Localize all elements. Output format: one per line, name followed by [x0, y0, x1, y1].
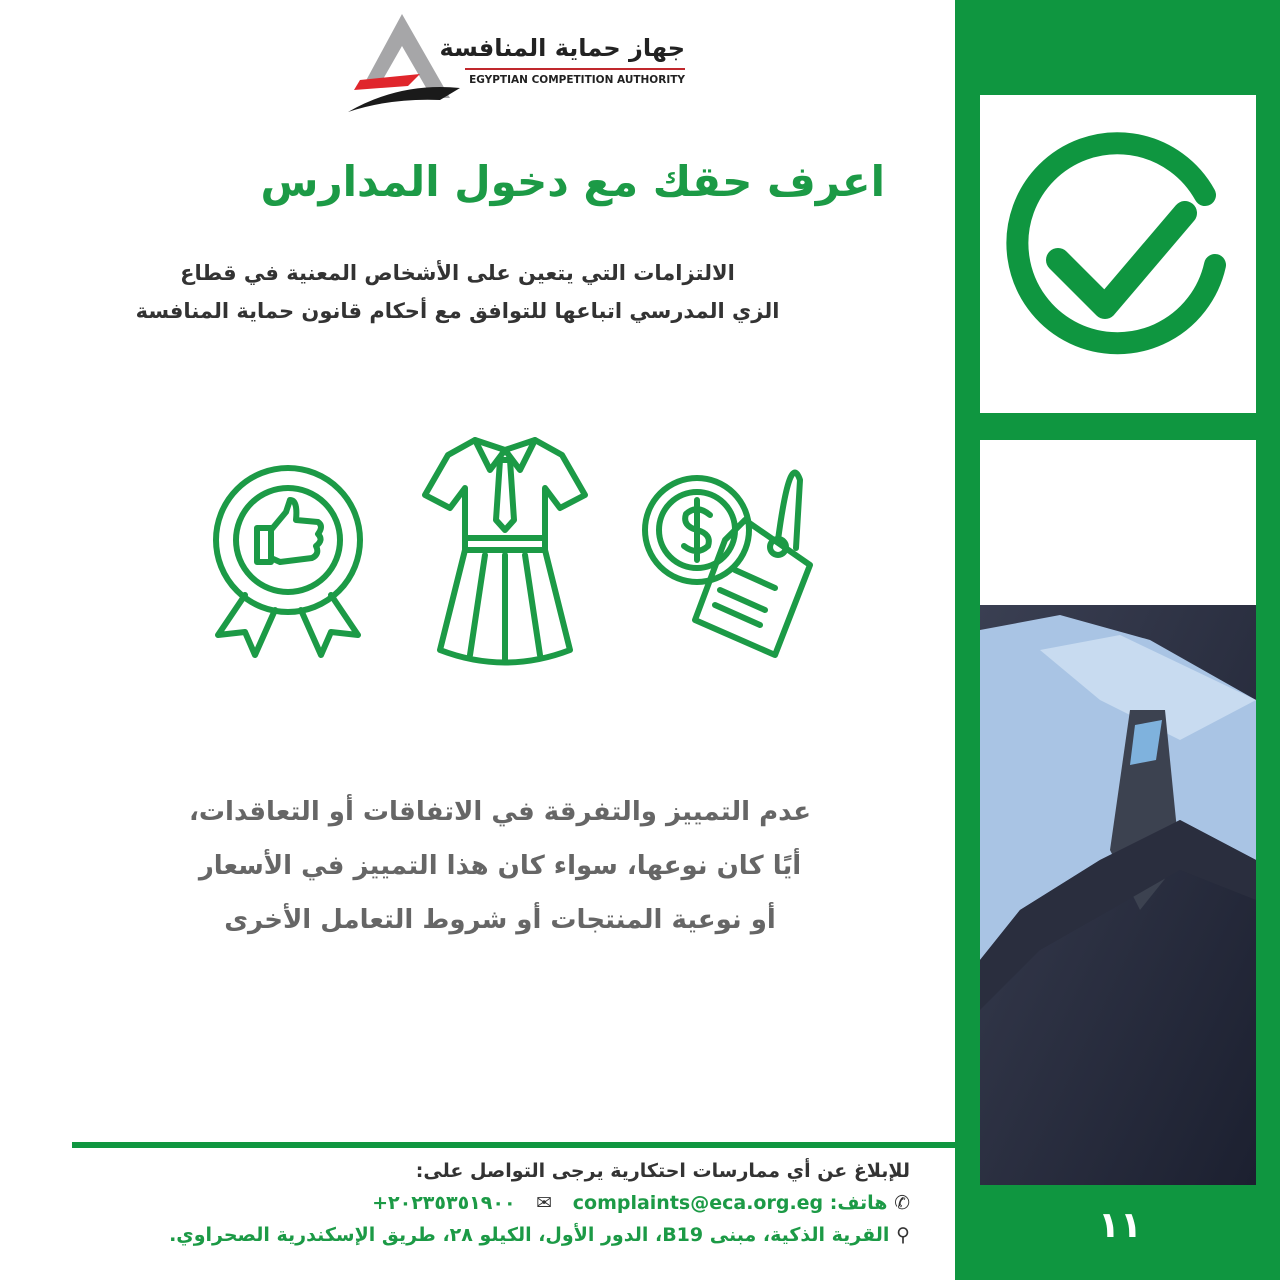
icon-row [200, 430, 840, 700]
school-uniform-photo [980, 440, 1256, 1185]
subtitle-line: الزي المدرسي اتباعها للتوافق مع أحكام قانون حماية المنافسة [135, 299, 780, 323]
footer-contact [40, 1190, 910, 1216]
logo-divider [465, 68, 685, 70]
address-text: القرية الذكية، مبنى B19، الدور الأول، الكيلو ٢٨، طريق الإسكندرية الصحراوي. [169, 1224, 890, 1246]
body-line: أيًا كان نوعها، سواء كان هذا التمييز في الأسعار [198, 851, 802, 881]
body-line: أو نوعية المنتجات أو شروط التعامل الأخرى [224, 905, 776, 935]
phone-icon: ✆ [894, 1192, 910, 1214]
location-pin-icon: ⚲ [896, 1224, 910, 1246]
logo-english-text: EGYPTIAN COMPETITION AUTHORITY [469, 74, 685, 86]
phone-label: هاتف: [829, 1192, 888, 1214]
page-title: اعرف حقك مع دخول المدارس [260, 157, 885, 206]
email-icon: ✉ [536, 1192, 553, 1214]
footer-divider [72, 1142, 955, 1148]
price-tag-dollar-icon [645, 473, 810, 656]
subtitle-line: الالتزامات التي يتعين على الأشخاص المعنية في قطاع [180, 261, 735, 285]
body-text [120, 785, 880, 947]
badge-thumbs-up-icon [216, 468, 360, 655]
footer-address [40, 1222, 910, 1248]
email-link[interactable]: complaints@eca.org.eg [572, 1192, 824, 1214]
phone-number[interactable]: +٢٠٢٣٥٣٥١٩٠٠ [372, 1192, 516, 1214]
footer [40, 1158, 910, 1248]
school-uniform-dress-icon [425, 440, 585, 663]
check-panel [980, 95, 1256, 413]
subtitle [60, 254, 885, 330]
page-number: ١١ [1098, 1205, 1142, 1246]
logo-arabic-text: جهاز حماية المنافسة [439, 34, 685, 62]
check-circle-icon [980, 95, 1256, 413]
eca-logo [340, 10, 700, 122]
footer-intro: للإبلاغ عن أي ممارسات احتكارية يرجى التواصل على: [415, 1160, 910, 1182]
body-line: عدم التمييز والتفرقة في الاتفاقات أو التعاقدات، [189, 797, 811, 827]
